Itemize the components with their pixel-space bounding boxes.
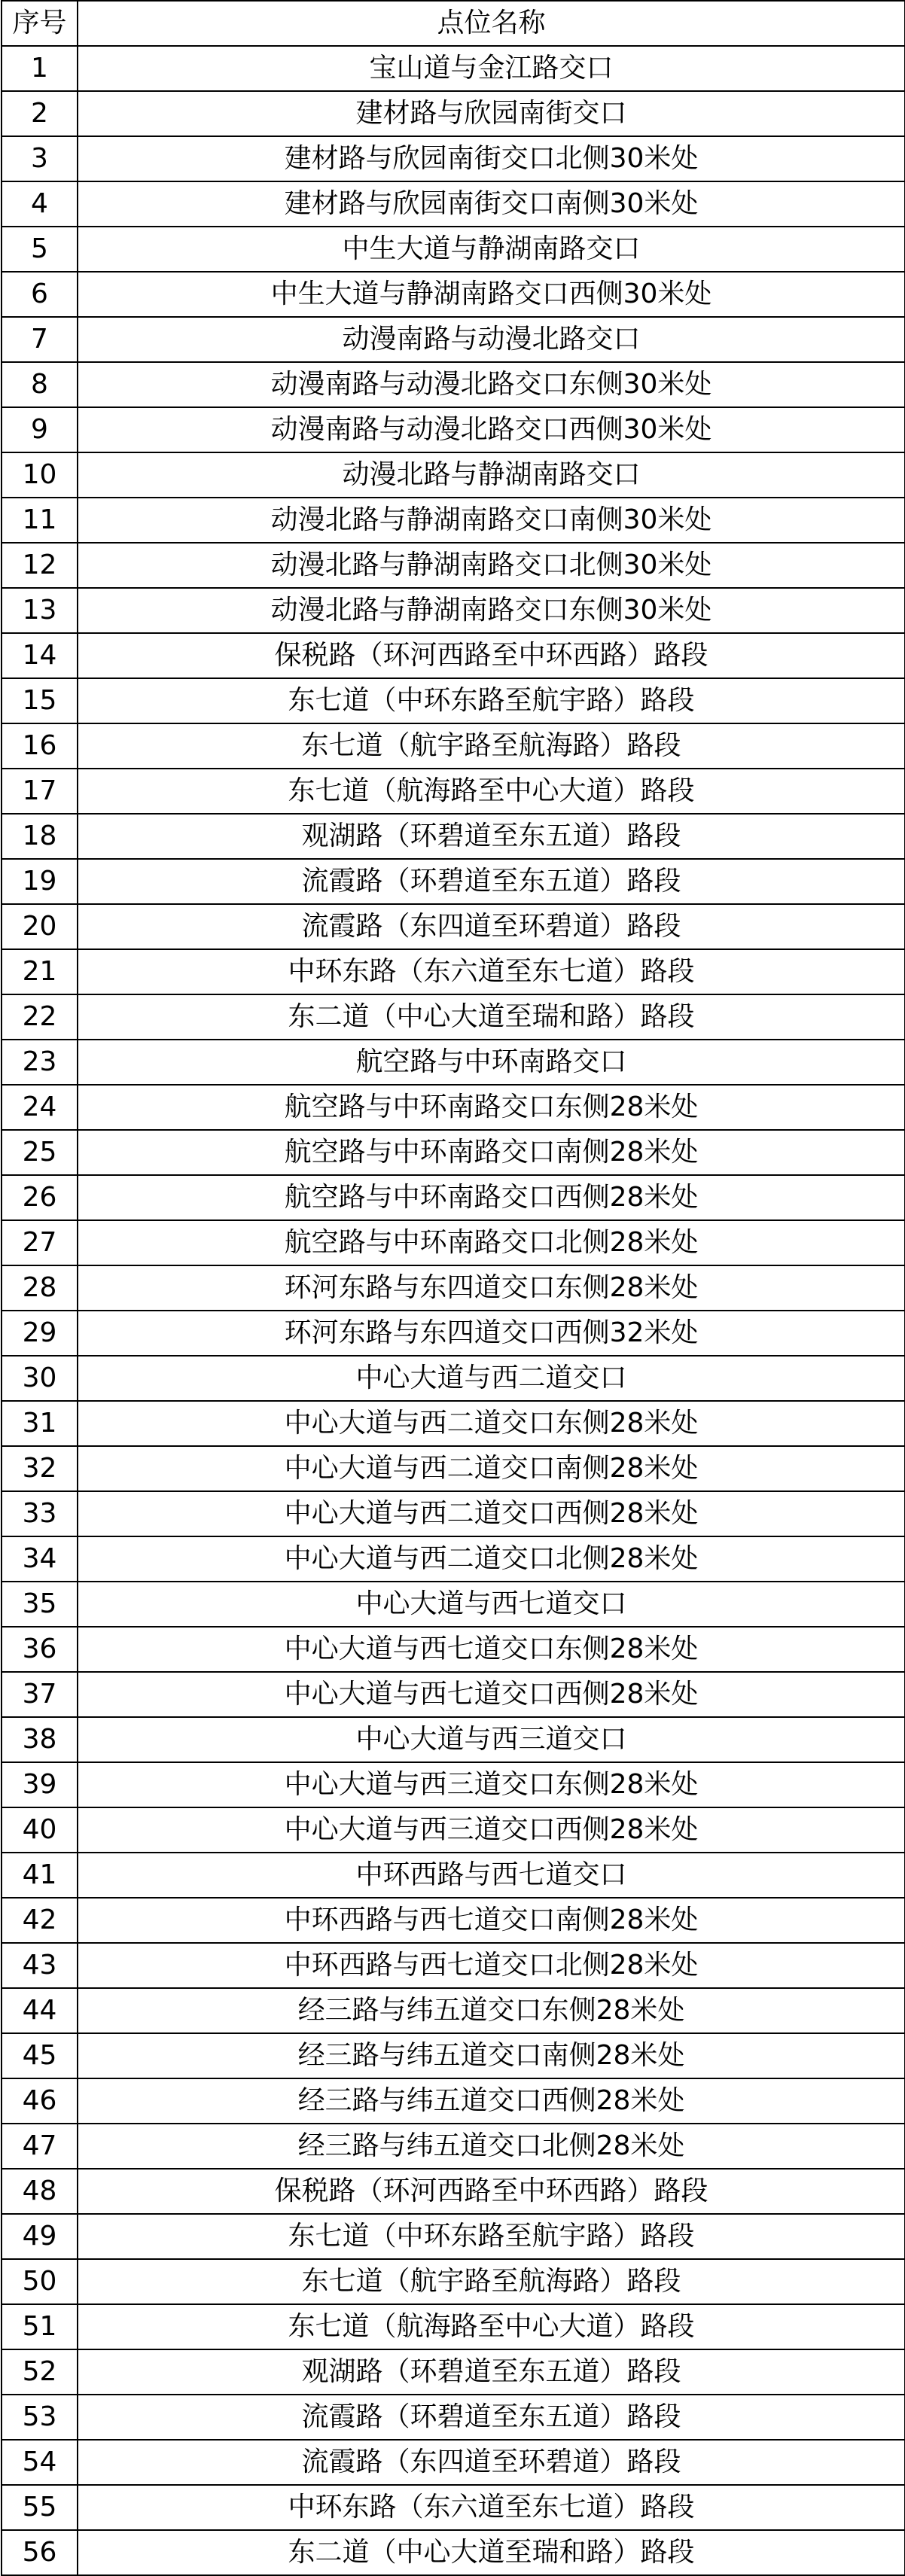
table-row xyxy=(2,2078,905,2124)
row-location-name-cell: 东七道（航海路至中心大道）路段 xyxy=(78,2304,905,2349)
row-location-name-cell: 宝山道与金江路交口 xyxy=(78,46,905,91)
row-location-name-cell: 中环东路（东六道至东七道）路段 xyxy=(78,2485,905,2530)
table-row xyxy=(2,498,905,543)
table-row xyxy=(2,2124,905,2169)
table-row xyxy=(2,2440,905,2485)
row-index-cell: 54 xyxy=(2,2440,78,2485)
table-row xyxy=(2,1311,905,1356)
table-row xyxy=(2,1627,905,1672)
row-location-name-cell: 环河东路与东四道交口东侧28米处 xyxy=(78,1265,905,1311)
table-row xyxy=(2,859,905,904)
table-row xyxy=(2,678,905,723)
row-index-cell: 24 xyxy=(2,1085,78,1130)
row-location-name-cell: 建材路与欣园南街交口南侧30米处 xyxy=(78,181,905,227)
table-row xyxy=(2,2349,905,2395)
row-index-cell: 55 xyxy=(2,2485,78,2530)
table-row xyxy=(2,2033,905,2078)
table-row xyxy=(2,317,905,362)
row-location-name-cell: 东七道（中环东路至航宇路）路段 xyxy=(78,2214,905,2259)
row-location-name-cell: 流霞路（东四道至环碧道）路段 xyxy=(78,2440,905,2485)
table-row xyxy=(2,136,905,181)
row-index-cell: 11 xyxy=(2,498,78,543)
table-header-row xyxy=(2,1,905,46)
row-index-cell: 51 xyxy=(2,2304,78,2349)
row-location-name-cell: 动漫北路与静湖南路交口 xyxy=(78,452,905,498)
table-row xyxy=(2,588,905,633)
row-location-name-cell: 中生大道与静湖南路交口 xyxy=(78,227,905,272)
row-location-name-cell: 流霞路（环碧道至东五道）路段 xyxy=(78,2395,905,2440)
row-location-name-cell: 动漫南路与动漫北路交口 xyxy=(78,317,905,362)
row-index-cell: 14 xyxy=(2,633,78,678)
row-index-cell: 16 xyxy=(2,723,78,769)
row-index-cell: 19 xyxy=(2,859,78,904)
row-index-cell: 42 xyxy=(2,1898,78,1943)
row-location-name-cell: 中环西路与西七道交口 xyxy=(78,1853,905,1898)
row-location-name-cell: 动漫北路与静湖南路交口北侧30米处 xyxy=(78,543,905,588)
row-index-cell: 20 xyxy=(2,904,78,949)
table-row xyxy=(2,1807,905,1853)
row-location-name-cell: 中环西路与西七道交口北侧28米处 xyxy=(78,1943,905,1988)
row-location-name-cell: 中心大道与西二道交口东侧28米处 xyxy=(78,1401,905,1446)
row-index-cell: 48 xyxy=(2,2169,78,2214)
row-location-name-cell: 动漫南路与动漫北路交口东侧30米处 xyxy=(78,362,905,407)
row-location-name-cell: 中心大道与西七道交口 xyxy=(78,1582,905,1627)
table-row xyxy=(2,1085,905,1130)
row-index-cell: 18 xyxy=(2,814,78,859)
table-row xyxy=(2,1175,905,1220)
row-location-name-cell: 中心大道与西二道交口西侧28米处 xyxy=(78,1491,905,1536)
row-index-cell: 8 xyxy=(2,362,78,407)
row-location-name-cell: 东二道（中心大道至瑞和路）路段 xyxy=(78,994,905,1040)
row-index-cell: 4 xyxy=(2,181,78,227)
table-row xyxy=(2,723,905,769)
row-index-cell: 26 xyxy=(2,1175,78,1220)
row-index-cell: 44 xyxy=(2,1988,78,2033)
table-row xyxy=(2,1943,905,1988)
row-index-cell: 21 xyxy=(2,949,78,994)
table-row xyxy=(2,1898,905,1943)
table-row xyxy=(2,452,905,498)
table-row xyxy=(2,1040,905,1085)
table-row xyxy=(2,2259,905,2304)
table-row xyxy=(2,1582,905,1627)
row-index-cell: 6 xyxy=(2,272,78,317)
table-row xyxy=(2,91,905,136)
row-index-cell: 28 xyxy=(2,1265,78,1311)
row-location-name-cell: 中心大道与西二道交口北侧28米处 xyxy=(78,1536,905,1582)
row-location-name-cell: 动漫南路与动漫北路交口西侧30米处 xyxy=(78,407,905,452)
row-index-cell: 12 xyxy=(2,543,78,588)
row-index-cell: 40 xyxy=(2,1807,78,1853)
table-row xyxy=(2,1536,905,1582)
row-location-name-cell: 保税路（环河西路至中环西路）路段 xyxy=(78,633,905,678)
table-row xyxy=(2,2530,905,2575)
table-row xyxy=(2,407,905,452)
table-row xyxy=(2,1401,905,1446)
table-row xyxy=(2,904,905,949)
table-row xyxy=(2,994,905,1040)
row-index-cell: 52 xyxy=(2,2349,78,2395)
row-index-cell: 23 xyxy=(2,1040,78,1085)
row-index-cell: 13 xyxy=(2,588,78,633)
row-location-name-cell: 经三路与纬五道交口西侧28米处 xyxy=(78,2078,905,2124)
table-row xyxy=(2,1853,905,1898)
row-index-cell: 50 xyxy=(2,2259,78,2304)
header-index: 序号 xyxy=(2,1,78,46)
row-location-name-cell: 中心大道与西七道交口东侧28米处 xyxy=(78,1627,905,1672)
row-index-cell: 2 xyxy=(2,91,78,136)
table-row xyxy=(2,2214,905,2259)
table-body xyxy=(2,46,905,2575)
row-index-cell: 37 xyxy=(2,1672,78,1717)
row-location-name-cell: 保税路（环河西路至中环西路）路段 xyxy=(78,2169,905,2214)
row-location-name-cell: 东七道（航宇路至航海路）路段 xyxy=(78,723,905,769)
row-location-name-cell: 经三路与纬五道交口南侧28米处 xyxy=(78,2033,905,2078)
row-index-cell: 36 xyxy=(2,1627,78,1672)
row-index-cell: 33 xyxy=(2,1491,78,1536)
row-location-name-cell: 航空路与中环南路交口南侧28米处 xyxy=(78,1130,905,1175)
row-location-name-cell: 动漫北路与静湖南路交口东侧30米处 xyxy=(78,588,905,633)
row-location-name-cell: 中心大道与西七道交口西侧28米处 xyxy=(78,1672,905,1717)
row-index-cell: 45 xyxy=(2,2033,78,2078)
row-index-cell: 56 xyxy=(2,2530,78,2575)
table-row xyxy=(2,949,905,994)
row-index-cell: 38 xyxy=(2,1717,78,1762)
table-row xyxy=(2,769,905,814)
row-location-name-cell: 航空路与中环南路交口东侧28米处 xyxy=(78,1085,905,1130)
row-location-name-cell: 航空路与中环南路交口西侧28米处 xyxy=(78,1175,905,1220)
table-row xyxy=(2,1491,905,1536)
row-location-name-cell: 中心大道与西二道交口 xyxy=(78,1356,905,1401)
row-location-name-cell: 环河东路与东四道交口西侧32米处 xyxy=(78,1311,905,1356)
row-location-name-cell: 流霞路（东四道至环碧道）路段 xyxy=(78,904,905,949)
row-index-cell: 15 xyxy=(2,678,78,723)
row-location-name-cell: 航空路与中环南路交口北侧28米处 xyxy=(78,1220,905,1265)
table-row xyxy=(2,633,905,678)
table-row xyxy=(2,1356,905,1401)
row-index-cell: 34 xyxy=(2,1536,78,1582)
row-index-cell: 39 xyxy=(2,1762,78,1807)
row-index-cell: 10 xyxy=(2,452,78,498)
row-index-cell: 41 xyxy=(2,1853,78,1898)
table-row xyxy=(2,814,905,859)
row-index-cell: 30 xyxy=(2,1356,78,1401)
row-index-cell: 31 xyxy=(2,1401,78,1446)
row-index-cell: 1 xyxy=(2,46,78,91)
table-row xyxy=(2,227,905,272)
row-location-name-cell: 观湖路（环碧道至东五道）路段 xyxy=(78,2349,905,2395)
header-name: 点位名称 xyxy=(78,1,905,46)
row-location-name-cell: 流霞路（环碧道至东五道）路段 xyxy=(78,859,905,904)
row-index-cell: 32 xyxy=(2,1446,78,1491)
table-row xyxy=(2,181,905,227)
row-index-cell: 43 xyxy=(2,1943,78,1988)
table-row xyxy=(2,46,905,91)
table-row xyxy=(2,1717,905,1762)
row-location-name-cell: 中心大道与西三道交口西侧28米处 xyxy=(78,1807,905,1853)
row-location-name-cell: 东二道（中心大道至瑞和路）路段 xyxy=(78,2530,905,2575)
row-location-name-cell: 东七道（中环东路至航宇路）路段 xyxy=(78,678,905,723)
table-row xyxy=(2,2304,905,2349)
row-index-cell: 35 xyxy=(2,1582,78,1627)
row-location-name-cell: 东七道（航海路至中心大道）路段 xyxy=(78,769,905,814)
row-location-name-cell: 中环西路与西七道交口南侧28米处 xyxy=(78,1898,905,1943)
row-location-name-cell: 经三路与纬五道交口北侧28米处 xyxy=(78,2124,905,2169)
row-index-cell: 27 xyxy=(2,1220,78,1265)
table-row xyxy=(2,1446,905,1491)
row-location-name-cell: 中心大道与西三道交口 xyxy=(78,1717,905,1762)
row-location-name-cell: 建材路与欣园南街交口 xyxy=(78,91,905,136)
table-row xyxy=(2,1265,905,1311)
table-row xyxy=(2,2169,905,2214)
location-table xyxy=(1,0,905,2576)
table-row xyxy=(2,543,905,588)
row-location-name-cell: 经三路与纬五道交口东侧28米处 xyxy=(78,1988,905,2033)
row-index-cell: 9 xyxy=(2,407,78,452)
table-row xyxy=(2,1220,905,1265)
row-location-name-cell: 中心大道与西三道交口东侧28米处 xyxy=(78,1762,905,1807)
row-location-name-cell: 中环东路（东六道至东七道）路段 xyxy=(78,949,905,994)
table-row xyxy=(2,2395,905,2440)
table-row xyxy=(2,1672,905,1717)
row-index-cell: 22 xyxy=(2,994,78,1040)
row-location-name-cell: 东七道（航宇路至航海路）路段 xyxy=(78,2259,905,2304)
table-row xyxy=(2,2485,905,2530)
table-row xyxy=(2,1130,905,1175)
row-index-cell: 5 xyxy=(2,227,78,272)
row-index-cell: 3 xyxy=(2,136,78,181)
table-row xyxy=(2,1988,905,2033)
row-location-name-cell: 中生大道与静湖南路交口西侧30米处 xyxy=(78,272,905,317)
row-location-name-cell: 观湖路（环碧道至东五道）路段 xyxy=(78,814,905,859)
row-index-cell: 46 xyxy=(2,2078,78,2124)
row-location-name-cell: 航空路与中环南路交口 xyxy=(78,1040,905,1085)
row-index-cell: 47 xyxy=(2,2124,78,2169)
row-index-cell: 29 xyxy=(2,1311,78,1356)
row-index-cell: 17 xyxy=(2,769,78,814)
table-row xyxy=(2,362,905,407)
row-location-name-cell: 建材路与欣园南街交口北侧30米处 xyxy=(78,136,905,181)
row-index-cell: 7 xyxy=(2,317,78,362)
row-index-cell: 25 xyxy=(2,1130,78,1175)
table-row xyxy=(2,1762,905,1807)
row-index-cell: 53 xyxy=(2,2395,78,2440)
row-location-name-cell: 动漫北路与静湖南路交口南侧30米处 xyxy=(78,498,905,543)
table-row xyxy=(2,272,905,317)
row-index-cell: 49 xyxy=(2,2214,78,2259)
row-location-name-cell: 中心大道与西二道交口南侧28米处 xyxy=(78,1446,905,1491)
